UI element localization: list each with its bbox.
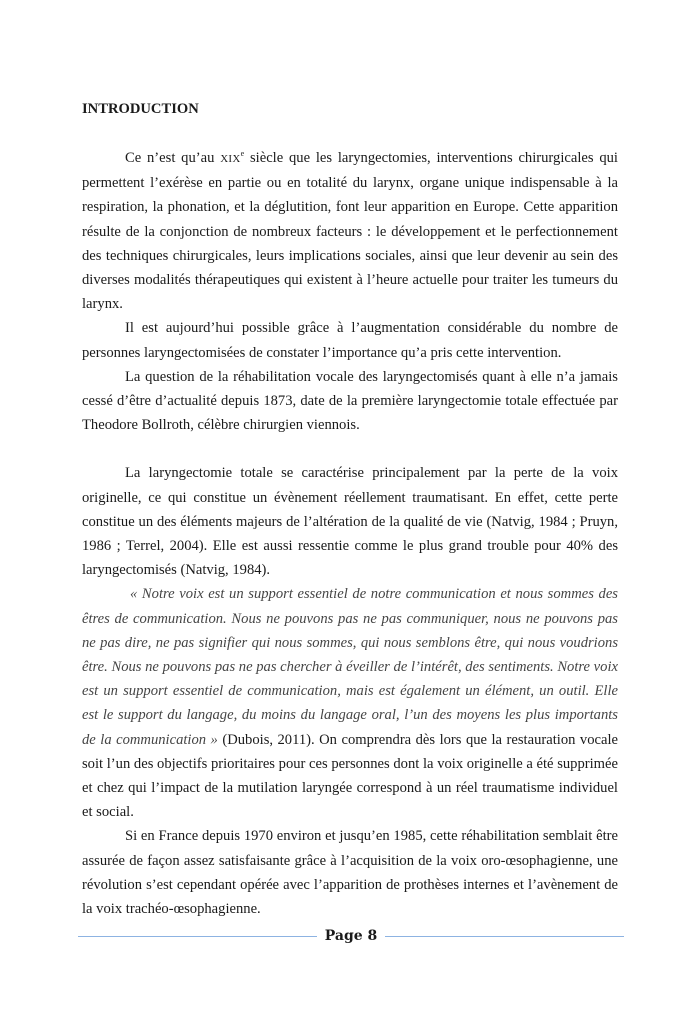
footer-rule-left xyxy=(78,936,317,937)
paragraph-3: La question de la réhabilitation vocale des laryngectomisés quant à elle n’a jamais cessé d’être d’actualité depuis 1873, date de la première laryngectomie totale effectuée par Theodore Bollroth, célèbre chirurgien viennois. xyxy=(82,368,618,434)
paragraph-gap xyxy=(82,437,618,461)
paragraph-4: La laryngectomie totale se caractérise principalement par la perte de la voix originelle, ce qui constitue un évènement réellement traumatisant. En effet, cette perte constitue un des éléments majeurs de l’altération de la qualité de vie (Natvig, 1984 ; Pruyn, 1986 ; Terrel, 2004). Elle est aussi ressentie comme le plus grand trouble pour 40% des laryngectomisés (Natvig, 1984). xyxy=(82,465,618,579)
quotation-text: « Notre voix est un support essentiel de notre communication et nous sommes des êtres de communication. Nous ne pouvons pas ne pas communiquer, nous ne pouvons pas ne pas dire, ne pas signifier qui nous sommes, qui nous semblons être, qui nous voudrions être. Nous ne pouvons pas ne pas chercher à éveiller de l’intérêt, des sentiments. Notre voix est un support essentiel de communication, mais est également un élément, un outil. Elle est le support du langage, du moins du langage oral, l’un des moyens les plus importants de la communication » xyxy=(82,586,618,748)
document-body xyxy=(82,96,618,921)
section-heading: INTRODUCTION xyxy=(82,101,199,117)
page-footer xyxy=(78,925,624,947)
paragraph-1-start: Ce n’est qu’au xyxy=(125,150,221,166)
paragraph-5: Si en France depuis 1970 environ et jusqu’en 1985, cette réhabilitation semblait être assurée de façon assez satisfaisante grâce à l’acquisition de la voix oro-œsophagienne, une révolution s’est cependant opérée avec l’apparition de prothèses internes et l’avènement de la voix trachéo-œsophagienne. xyxy=(82,828,618,918)
paragraph-1-rest: siècle que les laryngectomies, interventions chirurgicales qui permettent l’exérèse en partie ou en totalité du larynx, organe unique indispensable à la respiration, la phonation, et la déglutition, font leur apparition en Europe. Cette apparition résulte de la conjonction de nombreux facteurs : le développement et le perfectionnement des techniques chirurgicales, leurs implications sociales, ainsi que leur devenir au sein des diverses modalités thérapeutiques qui existent à l’heure actuelle pour traiter les tumeurs du larynx. xyxy=(82,150,618,313)
quotation-followup: (Dubois, 2011). On comprendra dès lors que la restauration vocale soit l’un des objectifs prioritaires pour ces personnes dont la voix originelle a été supprimée et chez qui l’impact de la mutilation laryngée correspond à un réel traumatisme individuel et social. xyxy=(82,731,618,821)
paragraph-2: Il est aujourd’hui possible grâce à l’augmentation considérable du nombre de personnes laryngectomisées de constater l’importance qu’a pris cette intervention. xyxy=(82,320,618,361)
paragraph-1 xyxy=(82,146,618,316)
footer-rule-right xyxy=(385,936,624,937)
century-superscript: e xyxy=(240,149,245,158)
quotation-paragraph xyxy=(82,582,618,824)
century-numeral: XIX xyxy=(220,153,241,165)
page-number: Page 8 xyxy=(324,928,378,944)
